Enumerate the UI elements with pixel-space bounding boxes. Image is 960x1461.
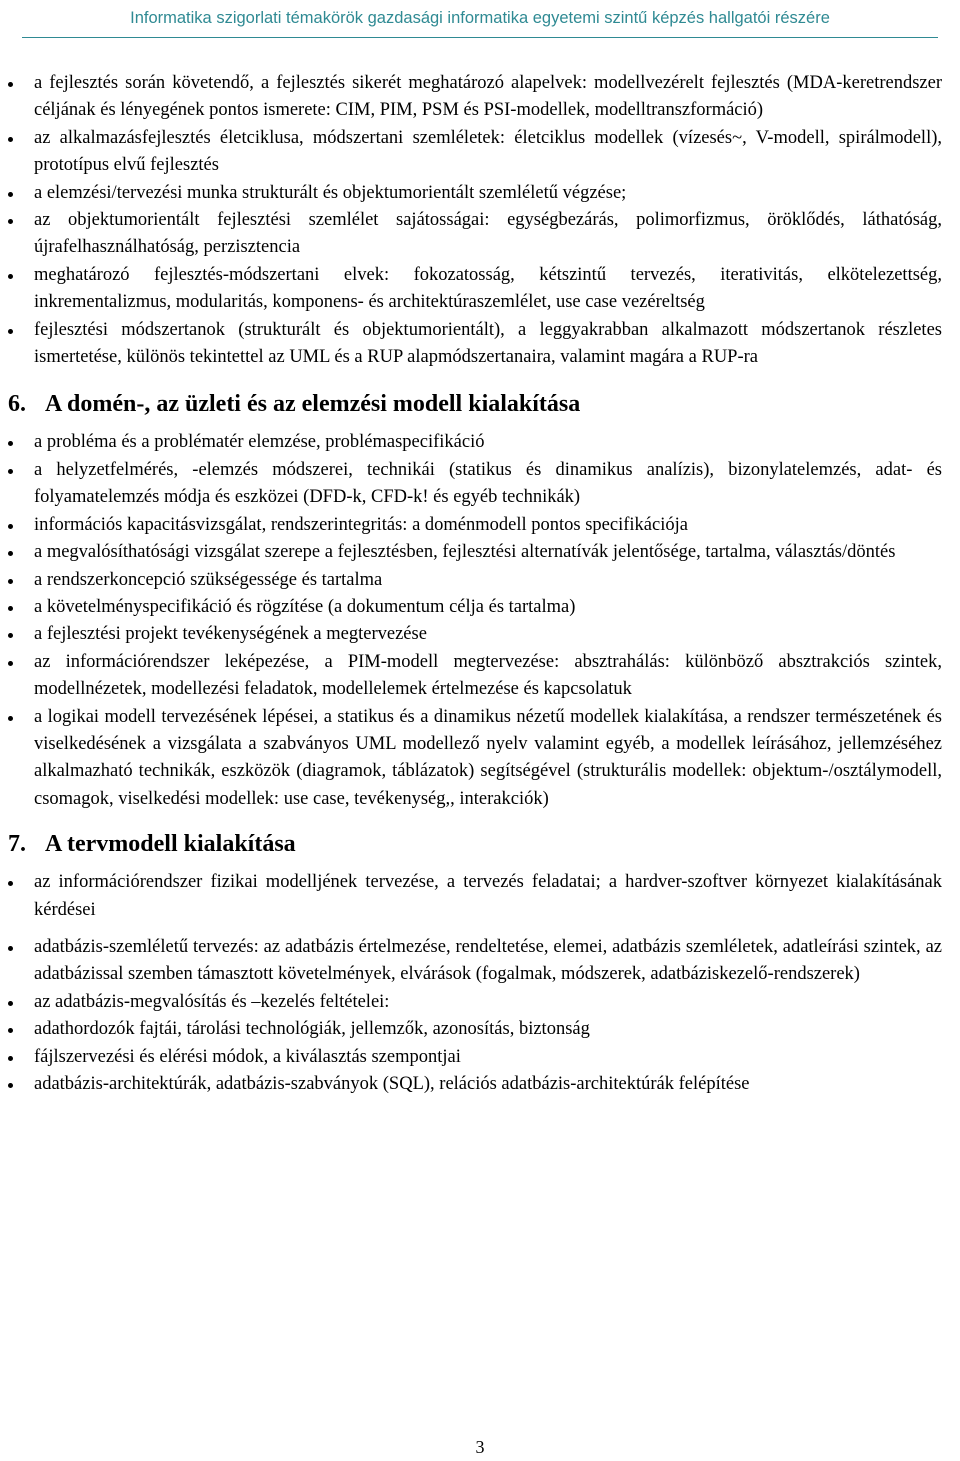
list-item: a probléma és a problématér elemzése, problémaspecifikáció bbox=[0, 429, 960, 456]
header-rule bbox=[22, 37, 938, 38]
list-item: az alkalmazásfejlesztés életciklusa, módszertani szemléletek: életciklus modellek (vízesés~, V-modell, spirálmodell), prototípus elvű fejlesztés bbox=[0, 125, 960, 180]
section-heading-6 bbox=[0, 389, 960, 419]
header-title: Informatika szigorlati témakörök gazdasági informatika egyetemi szintű képzés hallgatói részére bbox=[130, 9, 830, 27]
section7-list bbox=[0, 869, 960, 1098]
page-header bbox=[0, 0, 960, 38]
section-heading-7 bbox=[0, 829, 960, 859]
list-item: a követelményspecifikáció és rögzítése (a dokumentum célja és tartalma) bbox=[0, 594, 960, 621]
list-item: fájlszervezési és elérési módok, a kiválasztás szempontjai bbox=[0, 1044, 960, 1071]
list-item: az információrendszer fizikai modelljének tervezése, a tervezés feladatai; a hardver-szoftver környezet kialakításának kérdései bbox=[0, 869, 960, 924]
list-item: a fejlesztés során követendő, a fejlesztés sikerét meghatározó alapelvek: modellvezérelt fejlesztés (MDA-keretrendszer céljának és lényegének pontos ismerete: CIM, PIM, PSM és PSI-modellek, modelltranszformáció) bbox=[0, 70, 960, 125]
list-item: a helyzetfelmérés, -elemzés módszerei, technikái (statikus és dinamikus analízis), bizonylatelemzés, adat- és folyamatelemzés módja és eszközei (DFD-k, CFD-k! és egyéb technikák) bbox=[0, 457, 960, 512]
section-number: 7. bbox=[8, 831, 26, 858]
section6-list bbox=[0, 429, 960, 813]
list-item: adatbázis-architektúrák, adatbázis-szabványok (SQL), relációs adatbázis-architektúrák felépítése bbox=[0, 1071, 960, 1098]
document-body bbox=[0, 70, 960, 1098]
section5-list bbox=[0, 70, 960, 371]
list-item: az objektumorientált fejlesztési szemlélet sajátosságai: egységbezárás, polimorfizmus, öröklődés, láthatóság, újrafelhasználhatóság, perzisztencia bbox=[0, 207, 960, 262]
list-item: az információrendszer leképezése, a PIM-modell megtervezése: absztrahálás: különböző absztrakciós szintek, modellnézetek, modellezési feladatok, modellelemek értelmezése és kapcsolatuk bbox=[0, 649, 960, 704]
list-item: a elemzési/tervezési munka strukturált és objektumorientált szemléletű végzése; bbox=[0, 180, 960, 207]
list-item: adathordozók fajtái, tárolási technológiák, jellemzők, azonosítás, biztonság bbox=[0, 1016, 960, 1043]
list-item: információs kapacitásvizsgálat, rendszerintegritás: a doménmodell pontos specifikációja bbox=[0, 512, 960, 539]
section-title: A domén-, az üzleti és az elemzési modell kialakítása bbox=[45, 391, 581, 418]
list-item: a logikai modell tervezésének lépései, a statikus és a dinamikus nézetű modellek kialakítása, a rendszer természetének és viselkedésének a vizsgálata a szabványos UML modellező nyelv valamint egyéb, a modellek leírásához, jellemzéséhez alkalmazható technikák, eszközök (diagramok, táblázatok) segítségével (strukturális modellek: objektum-/osztálymodell, csomagok, viselkedési modellek: use case, tevékenység,, interakciók) bbox=[0, 704, 960, 814]
list-item: a fejlesztési projekt tevékenységének a megtervezése bbox=[0, 621, 960, 648]
list-item: adatbázis-szemléletű tervezés: az adatbázis értelmezése, rendeltetése, elemei, adatbázis szemléletek, adatleírási szintek, az adatbázissal szemben támasztott követelmények, elvárások (fogalmak, módszerek, adatbáziskezelő-rendszerek) bbox=[0, 934, 960, 989]
list-item: a rendszerkoncepció szükségessége és tartalma bbox=[0, 567, 960, 594]
list-item: meghatározó fejlesztés-módszertani elvek: fokozatosság, kétszintű tervezés, iterativitás, elkötelezettség, inkrementalizmus, modularitás, komponens- és architektúraszemlélet, use case vezéreltség bbox=[0, 262, 960, 317]
page-number: 3 bbox=[475, 1437, 485, 1457]
list-item: az adatbázis-megvalósítás és –kezelés feltételei: bbox=[0, 989, 960, 1016]
section-title: A tervmodell kialakítása bbox=[45, 831, 296, 858]
list-item: fejlesztési módszertanok (strukturált és objektumorientált), a leggyakrabban alkalmazott módszertanok részletes ismertetése, különös tekintettel az UML és a RUP alapmódszertanaira, valamint magára a RUP-ra bbox=[0, 317, 960, 372]
list-item: a megvalósíthatósági vizsgálat szerepe a fejlesztésben, fejlesztési alternatívák jelentősége, tartalma, választás/döntés bbox=[0, 539, 960, 566]
section-number: 6. bbox=[8, 391, 26, 418]
